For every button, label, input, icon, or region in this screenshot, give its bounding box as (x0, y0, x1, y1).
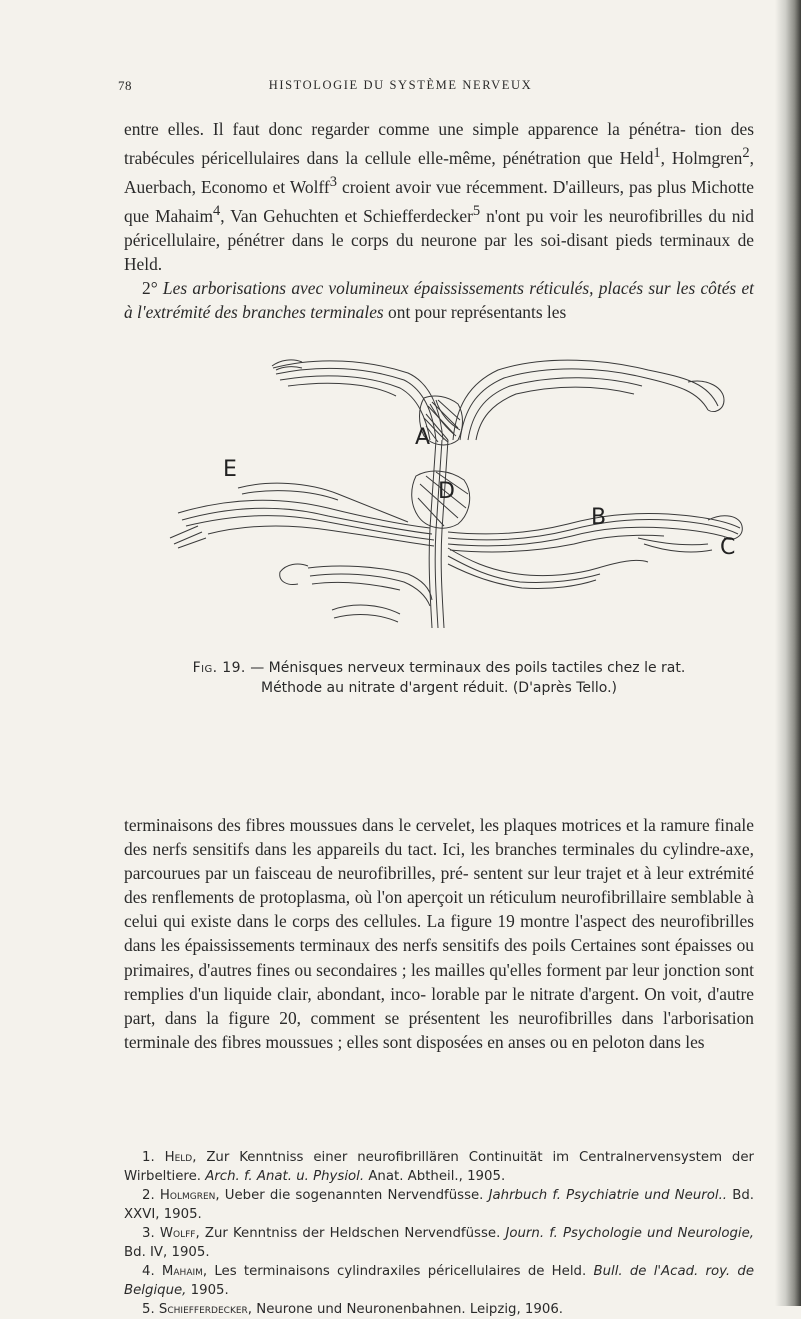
text-line: , Auerbach, Economo et Wolff (124, 147, 754, 197)
nerve-fiber (468, 378, 642, 440)
nerve-fiber (170, 526, 206, 548)
text-line: croient avoir vue (336, 176, 462, 197)
page-edge-shadow (775, 0, 801, 1306)
nerve-trunk (441, 440, 448, 628)
footnote (124, 1300, 754, 1319)
footnote-number: 2. (142, 1188, 155, 1203)
figure-label: C (720, 535, 736, 560)
text-line: récemment. D'ailleurs, pas plus Michotte que Mahaim (124, 176, 755, 226)
nerve-fiber (448, 527, 734, 546)
footnote (124, 1148, 754, 1186)
text-line: comment se présentent les neurofibrilles dans l'arborisation terminale des (124, 1007, 754, 1052)
footnotes (124, 1148, 754, 1319)
text-line: ont pour représentants les (383, 302, 567, 323)
italic-heading: Les arborisations avec volumineux épaississements réticulés, placés sur (162, 277, 671, 298)
footnote-journal: Jahrbuch f. Psychiatrie und Neurol.. (488, 1188, 728, 1203)
footnote-text: 1905. (186, 1283, 229, 1298)
footnote-ref: 1 (653, 145, 661, 162)
meniscus (280, 564, 308, 585)
footnote-ref: 5 (472, 202, 481, 219)
footnote-text: Bd. IV, 1905. (124, 1245, 210, 1260)
text-line: pénétrer dans le corps du neurone par les soi-disant pieds terminaux de (227, 229, 754, 250)
nerve-trunk (435, 440, 442, 628)
footnote-author: Holmgren (159, 1188, 216, 1203)
section-number: 2° (142, 277, 158, 298)
figure-label: E (223, 457, 237, 482)
text-line: forment par leur jonction sont remplies d'un liquide clair, abondant, inco- (124, 959, 754, 1004)
footnote-number: 1. (142, 1150, 155, 1165)
nerve-fiber (242, 491, 338, 500)
footnote (124, 1262, 754, 1300)
text-line: lorable par le nitrate d'argent. On voit, d'autre part, dans la figure 20, (124, 983, 754, 1028)
text-line: épaisses ou primaires, d'autres fines ou secondaires ; les mailles qu'elles (124, 935, 754, 980)
page-header (0, 78, 801, 98)
text-line: n'ont pu voir les neurofibrilles du nid péricellulaire, (124, 205, 754, 250)
text-line: que Held (587, 147, 654, 168)
footnote (124, 1186, 754, 1224)
paragraph-2 (124, 813, 754, 1054)
footnote-ref: 4 (213, 202, 221, 219)
footnote-number: 4. (142, 1264, 155, 1279)
caption-text: Méthode au nitrate d'argent réduit. (D'après Tello.) (260, 680, 617, 696)
footnote-journal: Arch. f. Anat. u. Physiol. (205, 1169, 365, 1184)
text-line: où l'on aperçoit un réticulum neurofibrillaire semblable à celui qui existe (124, 887, 754, 932)
figure-19-illustration (168, 348, 748, 648)
nerve-fiber (332, 605, 400, 622)
footnote-author: Mahaim (161, 1264, 203, 1279)
footnote-text: , Ueber die sogenannten Nervendfüsse. (215, 1188, 489, 1203)
footnote-ref: 3 (329, 173, 337, 190)
figure-label: A (415, 425, 431, 450)
caption-text: — Ménisques nerveux terminaux des poils tactiles chez le rat. (245, 660, 686, 676)
text-line: terminales du cylindre-axe, parcourues par un faisceau de neurofibrilles, pré- (124, 839, 754, 884)
text-line: dans les épaississements terminaux des nerfs sensitifs des poils Certaines sont (124, 935, 671, 956)
footnote-text: , Zur Kenntniss einer neurofibrillären Continuität im Centralnervensystem der Wirbeltiere. (124, 1150, 754, 1184)
nerve-fiber (182, 508, 432, 534)
text-line: terminaisons des fibres moussues dans le cervelet, les plaques motrices et la (124, 815, 656, 835)
figure-number: Fig. 19. (192, 660, 246, 676)
footnote-ref: 2 (742, 145, 750, 162)
figure-label: D (438, 479, 455, 504)
nerve-fiber (178, 500, 430, 528)
text-line: entre elles. Il faut donc regarder comme une simple apparence la pénétra- (124, 119, 686, 139)
text-line: Held. (124, 253, 163, 274)
nerve-fiber (312, 582, 400, 590)
footnote-journal: Journ. f. Psychologie und Neurologie, (505, 1226, 755, 1241)
footnote-text: Anat. Abtheil., 1905. (364, 1169, 506, 1184)
text-line: , Van Gehuchten et (220, 205, 358, 226)
footnote-text: , Neurone und Neuronenbahnen. Leipzig, 1906. (247, 1302, 564, 1317)
text-line: dans le corps des cellules. La figure 19 montre l'aspect des neurofibrilles (236, 911, 754, 932)
footnote-author: Held (164, 1150, 193, 1165)
text-line: Schiefferdecker (363, 205, 473, 226)
paragraph-1 (124, 117, 754, 324)
page-number: 78 (118, 78, 132, 93)
running-title: HISTOLOGIE DU SYSTÈME NERVEUX (268, 78, 533, 92)
footnote (124, 1224, 754, 1262)
text-line: tion des trabécules péricellulaires dans la cellule elle-même, pénétration (124, 119, 754, 168)
nerve-fiber (450, 535, 664, 552)
text-line: , Holmgren (660, 147, 743, 168)
footnote-journal: Bull. de l'Acad. roy. de Belgique, (124, 1264, 754, 1298)
italic-heading: les côtés et à l'extrémité des branches terminales (124, 277, 754, 323)
footnote-text: , Zur Kenntniss der Heldschen Nervendfüsse. (195, 1226, 506, 1241)
footnote-author: Wolff (159, 1226, 196, 1241)
nerve-fiber (276, 368, 436, 440)
text-line: ramure finale des nerfs sensitifs dans les appareils du tact. Ici, les branches (124, 815, 754, 860)
nerve-fiber (310, 574, 430, 606)
nerve-fiber (453, 360, 718, 440)
figure-caption (124, 658, 754, 698)
footnote-text: Bd. XXVI, 1905. (124, 1188, 755, 1222)
footnote-text: , Les terminaisons cylindraxiles péricellulaires de Held. (202, 1264, 594, 1279)
nerve-endings-drawing (168, 348, 748, 648)
nerve-fiber (476, 387, 634, 440)
footnote-number: 5. (142, 1302, 155, 1317)
footnote-number: 3. (142, 1226, 155, 1241)
text-line: fibres moussues ; elles sont disposées en anses ou en peloton dans les (221, 1031, 705, 1052)
footnote-author: Schiefferdecker (158, 1302, 248, 1317)
figure-label: B (591, 505, 607, 530)
nerve-fiber (288, 383, 396, 396)
nerve-fiber (280, 376, 430, 440)
text-line: sentent sur leur trajet et à leur extrémité des renflements de protoplasma, (124, 863, 754, 908)
nerve-fiber (638, 538, 712, 552)
